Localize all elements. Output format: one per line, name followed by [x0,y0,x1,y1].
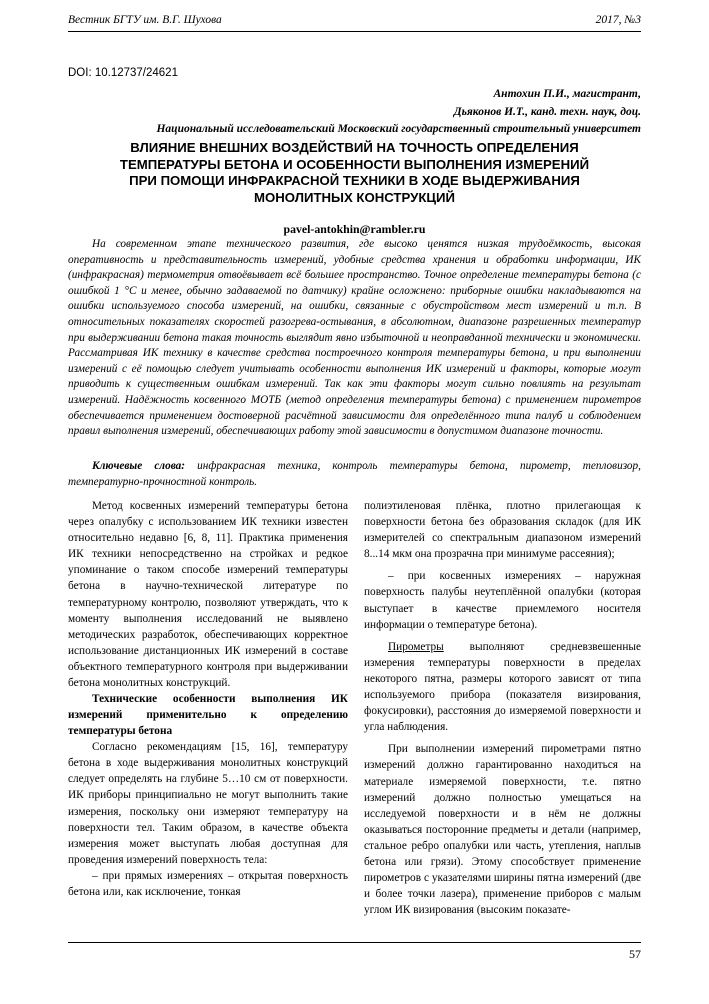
title-line: ТЕМПЕРАТУРЫ БЕТОНА И ОСОБЕННОСТИ ВЫПОЛНЕНИЯ ИЗМЕРЕНИЙ [119,156,590,172]
paragraph: Метод косвенных измерений температуры бетона через опалубку с использованием ИК техники известен относительно недавно [6, 8, 11]. Практика применения ИК техники непосредственно на стройках и редкое упоминание о таком способе измерений температуры бетона в научно-технической литературе по температурному контролю, позволяют утверждать, что к моменту выполнения исследований не выявлено методических разработок, обеспечивающих корректное использование дистанционных ИК измерений в составе объектного температурного контроля при выдерживании бетона монолитных конструкций. [68,500,348,690]
keywords-text: инфракрасная техника, контроль температуры бетона, пирометр, тепловизор, температурно-прочностной контроль. [68,460,641,488]
title-line: ПРИ ПОМОЩИ ИНФРАКРАСНОЙ ТЕХНИКИ В ХОДЕ ВЫДЕРЖИВАНИЯ [129,173,580,188]
issue-number: 2017, №3 [595,14,641,26]
list-item: – при прямых измерениях – открытая поверхность бетона или, как исключение, тонкая [68,869,348,898]
article-title [68,140,641,206]
section-heading: Технические особенности выполнения ИК измерений применительно к определению температуры бетона [68,693,348,738]
paragraph: Согласно рекомендациям [15, 16], температуру бетона в ходе выдерживания монолитных конструкций следует определять на глубине 5…10 см от поверхности. ИК приборы принципиально не могут выполнить такие измерения, поскольку они измеряют температуру на поверхности тел. Таким образом, в качестве объекта измерения может выступать любая доступная для проведения измерений поверхность тела: [68,741,348,866]
left-column [68,498,348,900]
page-number: 57 [629,947,641,961]
affiliation: Национальный исследовательский Московский государственный строительный университет [156,123,641,135]
doi: DOI: 10.12737/24621 [68,67,178,79]
paragraph: При выполнении измерений пирометрами пятно измерений должно гарантированно находиться на материале измеряемой поверхности, т.е. пятно измерений должно полностью умещаться на исследуемой поверхности и в нём не должны оказываться посторонние предметы и детали (например, стальное ребро опалубки или часть, утепления, наплыв бетона или грязи). Этому способствует применение пирометров с указателями ширины пятна измерений (две и более точки лазера), применение приборов с малым углом ИК визирования (высоким показате- [364,743,641,917]
list-item: – при косвенных измерениях – наружная поверхность палубы неутеплённой опалубки (которая выступает в качестве приемлемого носителя информации о температуре бетона). [364,570,641,631]
author-email[interactable]: pavel-antokhin@rambler.ru [283,222,426,236]
journal-name: Вестник БГТУ им. В.Г. Шухова [68,14,222,26]
author-2: Дьяконов И.Т., канд. техн. наук, доц. [453,105,641,118]
footer-rule [68,942,641,943]
title-line: МОНОЛИТНЫХ КОНСТРУКЦИЙ [254,189,455,205]
header-rule [68,31,641,32]
author-block [156,86,641,139]
paragraph [364,639,641,736]
author-1: Антохин П.И., магистрант, [493,88,641,100]
paragraph-text: выполняют средневзвешенные измерения температуры поверхности в пределах некоторого пятна, размеры которого зависят от типа используемого прибора (показателя визирования, фокусировки), расстояния до измеряемой поверхности и угла наблюдения. [364,640,641,734]
keywords [68,459,641,490]
term-pyrometers: Пирометры [388,640,444,653]
paragraph: полиэтиленовая плёнка, плотно прилегающая к поверхности бетона без образования складок (для ИК измерителей со спектральным диапазоном измерений 8...14 мкм она прозрачна при минимуме рассеяния); [364,500,641,561]
running-header [68,14,641,26]
keywords-label: Ключевые слова: [92,460,186,472]
abstract: На современном этапе технического развития, где высоко ценятся низкая трудоёмкость, высокая оперативность и представительность измерений, удобные средства хранения и обработки информации, ИК (инфракрасная) термометрия отвоёвывает всё большее пространство. Точное определение температуры бетона (с ошибкой 1 °С и менее, обычно задаваемой по датчику) крайне осложнено: приборные ошибки накладываются на ошибки используемого способа измерений, на ошибки, связанные с обустройством мест измерений и т.п. В относительных показателях скоростей разогрева-остывания, в абсолютном, диапазоне разрешенных температур при выдерживании бетона такая точность выглядит явно избыточной и неоправданной технически и экономически. Рассматривая ИК технику в качестве средства построечного контроля температуры бетона, и при выполнении измерений с её помощью следует учитывать особенности выполнения ИК измерений и факторы, которые могут приводить к существенным ошибкам измерений. Так как эти факторы могут сильно повлиять на результат измерений. Надёжность косвенного МОТБ (метод определения температуры бетона) с применением пирометров обеспечивается применением достоверной расчётной зависимости для определённого типа палуб и соблюдением правил выполнения измерений, обеспечивающих работу этой зависимости в допустимом диапазоне точности. [68,238,641,438]
right-column [364,498,641,918]
title-line: ВЛИЯНИЕ ВНЕШНИХ ВОЗДЕЙСТВИЙ НА ТОЧНОСТЬ ОПРЕДЕЛЕНИЯ [130,140,579,155]
